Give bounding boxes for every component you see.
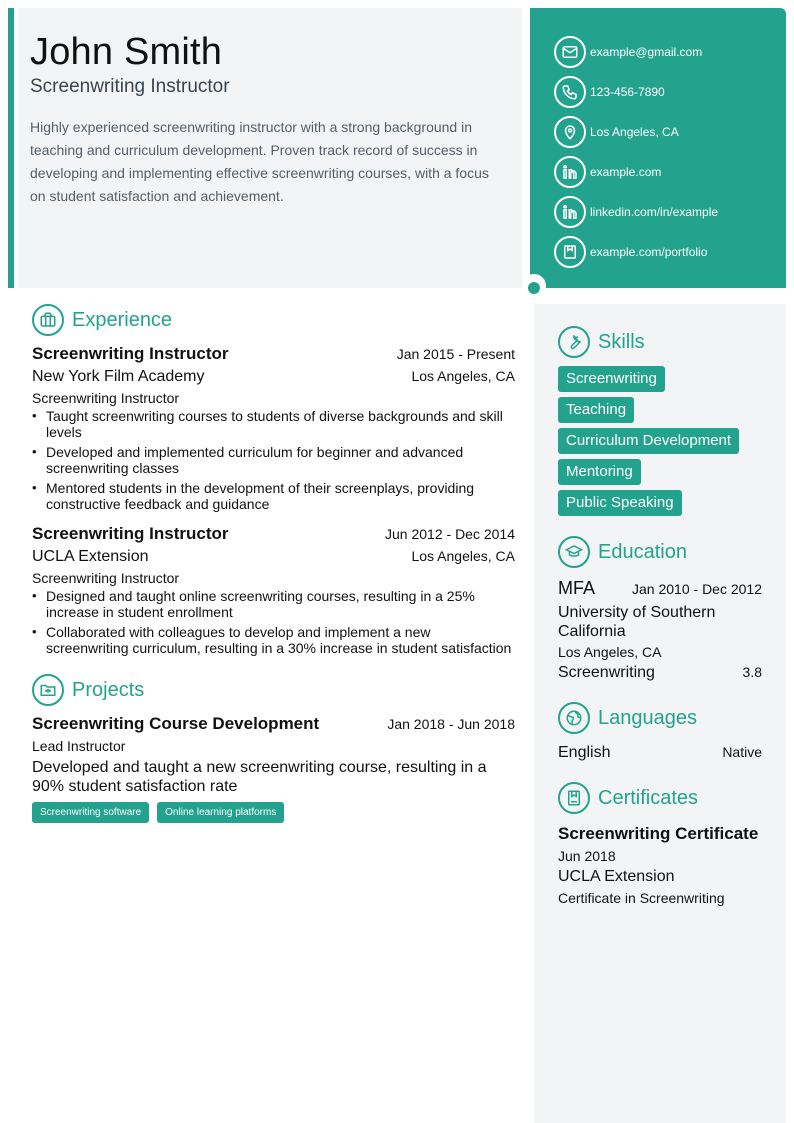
folder-icon — [32, 674, 64, 706]
skills-heading — [558, 326, 762, 358]
project-tags — [32, 802, 515, 823]
list-item: • Collaborated with colleagues to develop and implement a new screenwriting curriculum, resulting in a 30% increase in student satisfaction — [32, 624, 515, 656]
language-row — [558, 744, 762, 762]
contact-linkedin-text: linkedin.com/in/example — [590, 205, 719, 219]
wrench-icon — [558, 326, 590, 358]
job-location: Los Angeles, CA — [411, 548, 515, 564]
list-item: • Taught screenwriting courses to students of diverse backgrounds and skill levels — [32, 408, 515, 440]
education-location: Los Angeles, CA — [558, 644, 662, 660]
contact-email-text: example@gmail.com — [590, 45, 703, 59]
skill-tags — [558, 366, 762, 516]
education-date: Jan 2010 - Dec 2012 — [632, 581, 762, 597]
skills-section — [558, 326, 762, 516]
certificate-issuer: UCLA Extension — [558, 868, 675, 885]
languages-section — [558, 702, 762, 762]
contact-portfolio-text: example.com/portfolio — [590, 245, 708, 259]
job-location: Los Angeles, CA — [411, 368, 515, 384]
certificates-section — [558, 782, 762, 906]
decor-dot — [528, 282, 540, 294]
languages-heading — [558, 702, 762, 734]
project-tag: Screenwriting software — [32, 802, 149, 823]
contact-email[interactable] — [554, 32, 786, 72]
job-date: Jan 2015 - Present — [396, 346, 515, 362]
contact-linkedin[interactable] — [554, 192, 786, 232]
globe-icon — [558, 702, 590, 734]
contact-location — [554, 112, 786, 152]
contact-panel — [530, 8, 786, 288]
experience-entry — [32, 344, 515, 512]
summary-text: Highly experienced screenwriting instructor with a strong background in teaching and curriculum development. Proven track record of success in developing and implementing effective screenwriting courses, with a focus on student satisfaction and achievement. — [30, 119, 489, 204]
job-company: New York Film Academy — [32, 368, 205, 385]
job-title: Screenwriting Instructor — [32, 524, 229, 543]
map-pin-icon — [554, 116, 586, 148]
contact-website[interactable] — [554, 152, 786, 192]
education-field: Screenwriting — [558, 664, 655, 681]
projects-title: Projects — [72, 678, 145, 701]
certificate-date: Jun 2018 — [558, 848, 616, 864]
skills-title: Skills — [598, 330, 645, 353]
job-position: Screenwriting Instructor — [32, 390, 180, 406]
phone-icon — [554, 76, 586, 108]
graduation-cap-icon — [558, 536, 590, 568]
portfolio-icon — [554, 236, 586, 268]
education-degree: MFA — [558, 578, 596, 598]
skill-tag: Teaching — [558, 397, 634, 423]
skill-tag: Screenwriting — [558, 366, 665, 392]
list-item: • Mentored students in the development of their screenplays, providing constructive feedback and guidance — [32, 480, 515, 512]
candidate-name: John Smith — [30, 31, 223, 73]
linkedin-icon — [554, 156, 586, 188]
briefcase-icon — [32, 304, 64, 336]
job-position: Screenwriting Instructor — [32, 570, 180, 586]
accent-bar — [8, 8, 14, 288]
experience-heading — [32, 304, 515, 336]
languages-title: Languages — [598, 706, 697, 729]
project-date: Jan 2018 - Jun 2018 — [387, 716, 515, 732]
certificate-name: Screenwriting Certificate — [558, 824, 759, 843]
certificates-heading — [558, 782, 762, 814]
skill-tag: Public Speaking — [558, 490, 682, 516]
education-section — [558, 536, 762, 682]
mail-icon — [554, 36, 586, 68]
job-bullets — [32, 588, 515, 656]
job-date: Jun 2012 - Dec 2014 — [385, 526, 515, 542]
education-gpa: 3.8 — [742, 664, 762, 680]
experience-entry — [32, 524, 515, 656]
contact-location-text: Los Angeles, CA — [590, 125, 679, 139]
project-name: Screenwriting Course Development — [32, 714, 320, 733]
skill-tag: Curriculum Development — [558, 428, 739, 454]
main-column — [32, 304, 515, 823]
contact-portfolio[interactable] — [554, 232, 786, 272]
education-school: University of Southern California — [558, 604, 716, 640]
certificate-icon — [558, 782, 590, 814]
experience-title: Experience — [72, 308, 173, 331]
project-entry — [32, 714, 515, 823]
header-panel — [18, 8, 522, 288]
list-item: • Developed and implemented curriculum for beginner and advanced screenwriting classes — [32, 444, 515, 476]
language-name: English — [558, 744, 611, 761]
project-role: Lead Instructor — [32, 738, 126, 754]
list-item: • Designed and taught online screenwriting courses, resulting in a 25% increase in student enrollment — [32, 588, 515, 620]
experience-section — [32, 304, 515, 656]
candidate-role: Screenwriting Instructor — [30, 76, 230, 97]
contact-website-text: example.com — [590, 165, 662, 179]
certificate-description: Certificate in Screenwriting — [558, 890, 725, 906]
project-description: Developed and taught a new screenwriting course, resulting in a 90% student satisfaction rate — [32, 759, 487, 795]
certificates-title: Certificates — [598, 786, 699, 809]
language-level: Native — [722, 744, 762, 760]
contact-phone[interactable] — [554, 72, 786, 112]
sidebar — [534, 304, 786, 1123]
projects-heading — [32, 674, 515, 706]
linkedin-icon — [554, 196, 586, 228]
projects-section — [32, 674, 515, 823]
education-title: Education — [598, 540, 687, 563]
skill-tag: Mentoring — [558, 459, 641, 485]
job-title: Screenwriting Instructor — [32, 344, 229, 363]
contact-phone-text: 123-456-7890 — [590, 85, 665, 99]
job-company: UCLA Extension — [32, 548, 149, 565]
project-tag: Online learning platforms — [157, 802, 284, 823]
job-bullets — [32, 408, 515, 512]
education-heading — [558, 536, 762, 568]
